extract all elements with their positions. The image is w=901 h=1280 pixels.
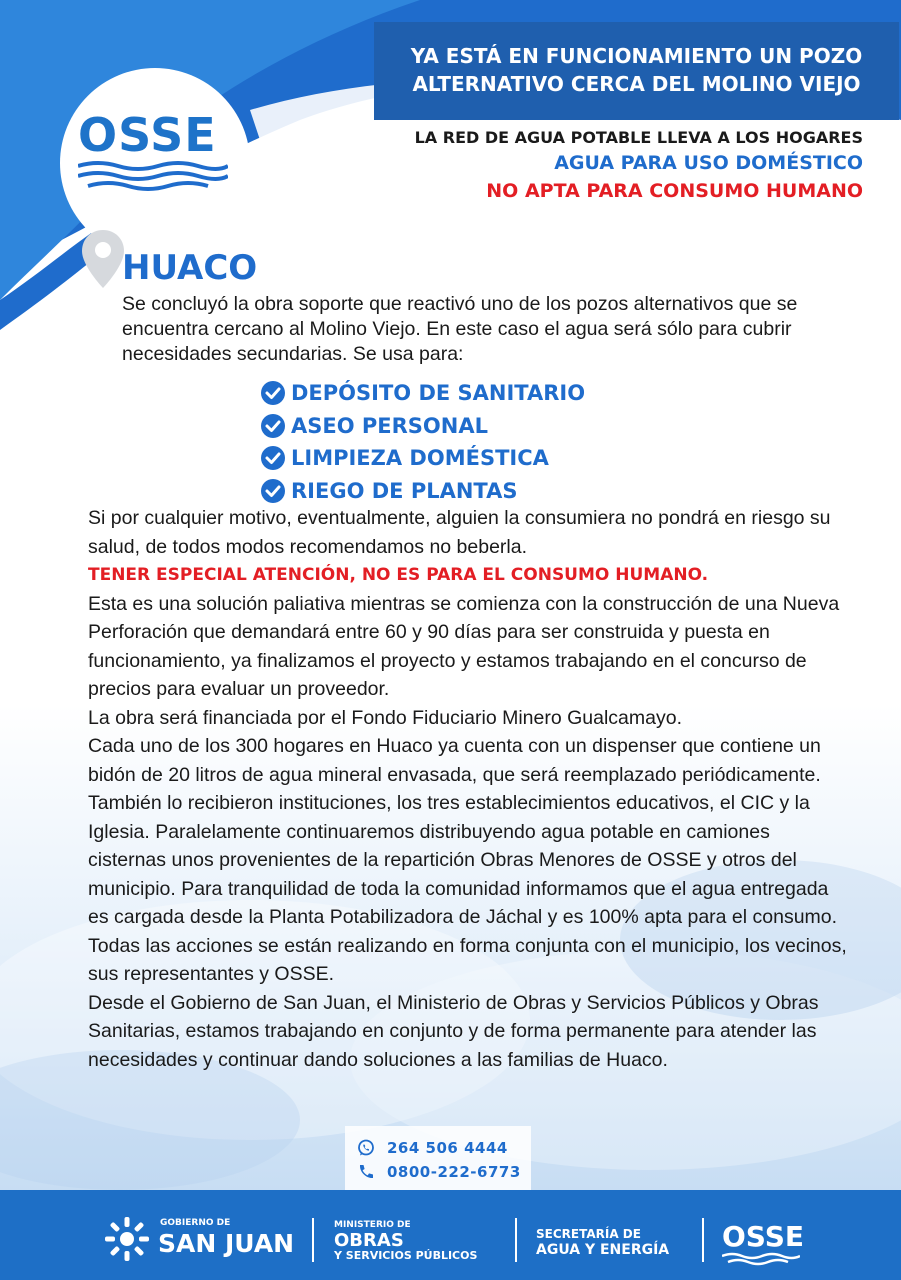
osse-waves-logo-icon <box>78 160 228 194</box>
body-paragraph: Desde el Gobierno de San Juan, el Ministerio de Obras y Servicios Públicos y Obras Sanitarias, estamos trabajando en conjunto y de forma permanente para atender las necesidades y continuar dando soluciones a las familias de Huaco. <box>88 991 819 1071</box>
list-item <box>260 475 585 508</box>
subheadline-domestic-use: AGUA PARA USO DOMÉSTICO <box>554 152 863 174</box>
list-item <box>260 377 585 410</box>
list-item <box>260 442 585 475</box>
phone-contact[interactable] <box>357 1160 531 1184</box>
check-circle-icon <box>260 445 286 471</box>
use-label: LIMPIEZA DOMÉSTICA <box>291 446 549 471</box>
footer-divider <box>312 1218 314 1262</box>
headline-line-2: ALTERNATIVO CERCA DEL MOLINO VIEJO <box>412 72 861 96</box>
whatsapp-number: 264 506 4444 <box>387 1139 508 1157</box>
osse-logo-text: OSSE <box>78 108 217 162</box>
san-juan-sun-icon <box>102 1214 152 1264</box>
body-text <box>88 504 848 1074</box>
body-paragraph: Cada uno de los 300 hogares en Huaco ya cuenta con un dispenser que contiene un bidón de 20 litros de agua mineral envasada, que será reemplazado periódicamente. <box>88 735 821 786</box>
footer-ministry-sub: Y SERVICIOS PÚBLICOS <box>334 1249 478 1262</box>
body-paragraph: La obra será financiada por el Fondo Fiduciario Minero Gualcamayo. <box>88 706 682 729</box>
body-paragraph: También lo recibieron instituciones, los tres establecimientos educativos, el CIC y la Iglesia. Paralelamente continuaremos distribuyendo agua potable en camiones cisternas unos provenientes de la repartición Obras Menores de OSSE y otros del municipio. Para tranquilidad de toda la comunidad informamos que el agua entregada es cargada desde la Planta Potabilizadora de Jáchal y es 100% apta para el consumo. Todas las acciones se están realizando en forma conjunta con el municipio, los vecinos, sus representantes y OSSE. <box>88 792 847 985</box>
headline-banner <box>374 22 899 120</box>
check-circle-icon <box>260 413 286 439</box>
footer-divider <box>702 1218 704 1262</box>
check-circle-icon <box>260 478 286 504</box>
footer-osse-logo: OSSE <box>722 1220 805 1253</box>
location-title: HUACO <box>122 248 258 288</box>
location-pin-icon <box>80 228 126 290</box>
footer-gov-prefix: GOBIERNO DE <box>160 1218 231 1228</box>
footer-ministry-name: OBRAS <box>334 1230 404 1251</box>
list-item <box>260 410 585 443</box>
use-label: RIEGO DE PLANTAS <box>291 478 518 503</box>
subheadline-network: LA RED DE AGUA POTABLE LLEVA A LOS HOGARES <box>414 128 863 147</box>
footer-ministry-prefix: MINISTERIO DE <box>334 1220 411 1230</box>
use-label: DEPÓSITO DE SANITARIO <box>291 381 586 406</box>
footer-gov-name: SAN JUAN <box>158 1229 295 1258</box>
contact-box <box>345 1126 531 1194</box>
footer-divider <box>515 1218 517 1262</box>
use-label: ASEO PERSONAL <box>291 413 488 438</box>
phone-icon <box>357 1163 375 1181</box>
body-paragraph: Esta es una solución paliativa mientras se comienza con la construcción de una Nueva Perforación que demandará entre 60 y 90 días para ser construida y puesta en funcionamiento, ya finalizamos el proyecto y estamos trabajando en el concurso de precios para evaluar un proveedor. <box>88 592 840 700</box>
intro-paragraph: Se concluyó la obra soporte que reactivó uno de los pozos alternativos que se encuentra cercano al Molino Viejo. En este caso el agua será sólo para cubrir necesidades secundarias. Se usa para: <box>122 293 798 365</box>
subheadline-not-for-drinking: NO APTA PARA CONSUMO HUMANO <box>486 180 863 202</box>
phone-number: 0800-222-6773 <box>387 1163 521 1181</box>
check-circle-icon <box>260 380 286 406</box>
headline-line-1: YA ESTÁ EN FUNCIONAMIENTO UN POZO <box>410 44 863 68</box>
body-paragraph: Si por cualquier motivo, eventualmente, alguien la consumiera no pondrá en riesgo su salud, de todos modos recomendamos no beberla. <box>88 507 831 558</box>
uses-list <box>260 377 585 507</box>
whatsapp-contact[interactable] <box>357 1136 531 1160</box>
whatsapp-icon <box>357 1139 375 1157</box>
warning-text: TENER ESPECIAL ATENCIÓN, NO ES PARA EL CONSUMO HUMANO. <box>88 565 709 585</box>
footer-secretariat-name: AGUA Y ENERGÍA <box>536 1242 670 1258</box>
footer-secretariat-prefix: SECRETARÍA DE <box>536 1227 641 1241</box>
footer-osse-waves-icon <box>722 1252 800 1266</box>
